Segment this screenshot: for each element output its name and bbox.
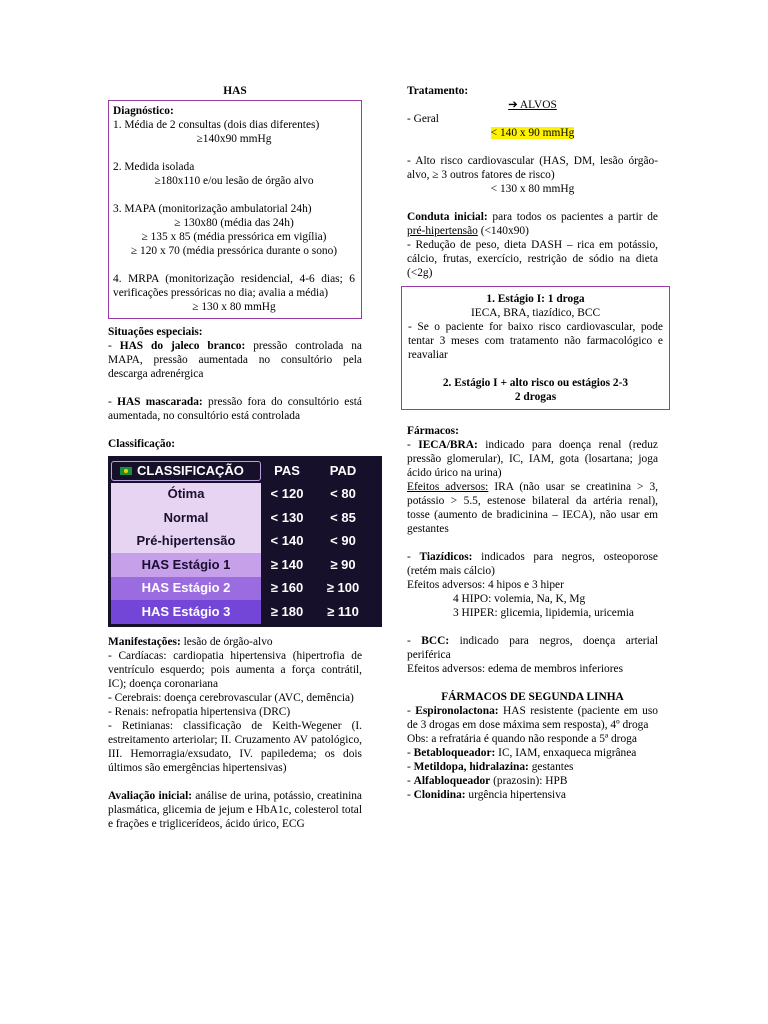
table-row <box>111 600 379 624</box>
manifestation-renal: - Renais: nefropatia hipertensiva (DRC) <box>108 705 291 718</box>
masked-item: - HAS mascarada: pressão fora do consultório está aumentada, no consultório está controlada <box>108 396 362 422</box>
drugs-title: Fármacos: <box>407 425 459 437</box>
stages-box <box>401 286 670 410</box>
manifestation-cardiac: - Cardíacas: cardiopatia hipertensiva (hipertrofia de ventrículo esquerdo; pois aumenta a força contrátil, IC); doença coronariana <box>108 649 362 690</box>
classification-table <box>108 456 382 627</box>
stage-1-title: 1. Estágio I: 1 droga <box>486 293 585 305</box>
thiazides-item: - Tiazídicos: indicados para negros, osteoporose (retém mais cálcio) <box>407 551 658 577</box>
spironolactone-item: - Espironolactona: HAS resistente (paciente em uso de 3 drogas em dose máxima sem resposta), 4º droga <box>407 705 658 731</box>
general-target: < 140 x 90 mmHg <box>490 127 575 139</box>
table-cell-class: HAS Estágio 2 <box>111 577 261 601</box>
diagnosis-item-4: 4. MRPA (monitorização residencial, 4-6 dias; 6 verificações pressóricas no dia; avalia a média) <box>113 273 355 299</box>
initial-conduct: Conduta inicial: para todos os pacientes a partir de pré-hipertensão (<140x90) <box>407 211 658 237</box>
ieca-bra-item: - IECA/BRA: indicado para doença renal (reduz pressão glomerular), IC, IAM, gota (losartana; joga ácido úrico na urina) <box>407 439 658 479</box>
methyldopa-item: - Metildopa, hidralazina: gestantes <box>407 761 574 773</box>
table-header-row <box>111 459 379 483</box>
stage-1-drugs: IECA, BRA, tiazídico, BCC <box>470 307 601 319</box>
table-cell-class: HAS Estágio 1 <box>111 553 261 577</box>
table-row <box>111 483 379 507</box>
table-cell-class: Pré-hipertensão <box>111 530 261 554</box>
thiazides-adverse: Efeitos adversos: 4 hipos e 3 hiper <box>407 579 564 591</box>
high-risk-item: - Alto risco cardiovascular (HAS, DM, lesão órgão-alvo, ≥ 3 outros fatores de risco) <box>407 155 658 181</box>
diagnosis-title: Diagnóstico: <box>113 105 174 117</box>
diagnosis-item-3-value-c: ≥ 120 x 70 (média pressórica durante o sono) <box>130 245 338 257</box>
table-row <box>111 553 379 577</box>
diagnosis-item-2-value: ≥180x110 e/ou lesão de órgão alvo <box>154 175 314 187</box>
stage-2-title: 2. Estágio I + alto risco ou estágios 2-3 <box>442 377 629 389</box>
table-cell-pad: < 80 <box>330 486 356 502</box>
stage-2-drugs: 2 drogas <box>514 391 557 403</box>
table-cell-pas: < 120 <box>270 486 304 502</box>
left-column <box>108 84 362 831</box>
alphablocker-item: - Alfabloqueador (prazosin): HPB <box>407 775 568 787</box>
table-cell-pad: < 85 <box>330 509 356 525</box>
classification-title: Classificação: <box>108 438 176 450</box>
white-coat-item: - HAS do jaleco branco: pressão controlada na MAPA, pressão aumentada no consultório pela descarga adrenérgica <box>108 340 362 380</box>
table-header-pas: PAS <box>274 462 300 478</box>
refractory-note: Obs: a refratária é quando não responde a 5ª droga <box>407 733 637 745</box>
bcc-item: - BCC: indicado para negros, doença arterial periférica <box>407 635 658 661</box>
table-cell-class: Normal <box>111 506 261 530</box>
special-situations-title: Situações especiais: <box>108 326 203 338</box>
diagnosis-box <box>108 100 362 319</box>
table-cell-pad: ≥ 90 <box>330 556 356 572</box>
table-cell-class: HAS Estágio 3 <box>111 600 261 624</box>
table-cell-pad: < 90 <box>330 533 356 549</box>
manifestation-retinal: - Retinianas: classificação de Keith-Wegener (I. estreitamento arteriolar; II. Cruzamento AV patológico, III. Hemorragia/exsudato, IV. papiledema; os dois últimos são emergências hipertensivas) <box>108 719 362 774</box>
diagnosis-item-1-value: ≥140x90 mmHg <box>196 133 272 145</box>
manifestations-title: Manifestações: lesão de órgão-alvo <box>108 635 273 648</box>
targets-heading: ➔ ALVOS <box>508 99 557 111</box>
table-cell-pas: < 130 <box>270 509 304 525</box>
table-cell-class: Ótima <box>111 483 261 507</box>
table-cell-pas: < 140 <box>270 533 304 549</box>
general-label: - Geral <box>407 113 439 125</box>
initial-evaluation: Avaliação inicial: análise de urina, potássio, creatinina plasmática, glicemia de jejum e HbA1c, colesterol total e frações e triglicerídeos, ácido úrico, ECG <box>108 789 362 830</box>
lifestyle-item: - Redução de peso, dieta DASH – rica em potássio, cálcio, frutas, exercício, restrição de sódio na dieta (<2g) <box>407 239 658 279</box>
table-cell-pas: ≥ 140 <box>270 556 304 572</box>
diagnosis-item-4-value: ≥ 130 x 80 mmHg <box>192 301 276 313</box>
table-cell-pas: ≥ 180 <box>270 603 304 619</box>
diagnosis-item-3-value-a: ≥ 130x80 (média das 24h) <box>174 217 294 229</box>
thiazides-hiper: 3 HIPER: glicemia, lipidemia, uricemia <box>453 607 634 619</box>
table-row <box>111 506 379 530</box>
high-risk-target: < 130 x 80 mmHg <box>490 183 575 195</box>
ieca-bra-adverse: Efeitos adversos: IRA (não usar se creatinina > 3, potássio > 5.5, estenose bilateral da artéria renal), tosse (aumento de bradicinina – IECA), não usar em gestantes <box>407 481 658 535</box>
second-line-title: FÁRMACOS DE SEGUNDA LINHA <box>441 691 624 703</box>
page-title: HAS <box>223 85 247 97</box>
right-column <box>407 84 663 802</box>
manifestation-cerebral: - Cerebrais: doença cerebrovascular (AVC, demência) <box>108 691 354 704</box>
diagnosis-item-1: 1. Média de 2 consultas (dois dias diferentes) <box>113 119 320 131</box>
table-header-pad: PAD <box>329 462 357 478</box>
table-row <box>111 577 379 601</box>
table-row <box>111 530 379 554</box>
thiazides-hipo: 4 HIPO: volemia, Na, K, Mg <box>453 593 586 605</box>
bcc-adverse: Efeitos adversos: edema de membros inferiores <box>407 663 624 675</box>
treatment-title: Tratamento: <box>407 85 469 97</box>
clonidine-item: - Clonidina: urgência hipertensiva <box>407 789 566 801</box>
table-header-classification: CLASSIFICAÇÃO <box>111 461 261 481</box>
table-cell-pas: ≥ 160 <box>270 580 304 596</box>
diagnosis-item-3: 3. MAPA (monitorização ambulatorial 24h) <box>113 203 312 215</box>
betablocker-item: - Betabloqueador: IC, IAM, enxaqueca migrânea <box>407 747 637 759</box>
flag-icon <box>120 467 132 475</box>
table-cell-pad: ≥ 100 <box>326 580 360 596</box>
stage-1-note: - Se o paciente for baixo risco cardiovascular, pode tentar 3 meses com tratamento não farmacológico e reavaliar <box>408 321 663 361</box>
diagnosis-item-3-value-b: ≥ 135 x 85 (média pressórica em vigília) <box>141 231 327 243</box>
table-cell-pad: ≥ 110 <box>327 603 359 619</box>
diagnosis-item-2: 2. Medida isolada <box>113 161 195 173</box>
